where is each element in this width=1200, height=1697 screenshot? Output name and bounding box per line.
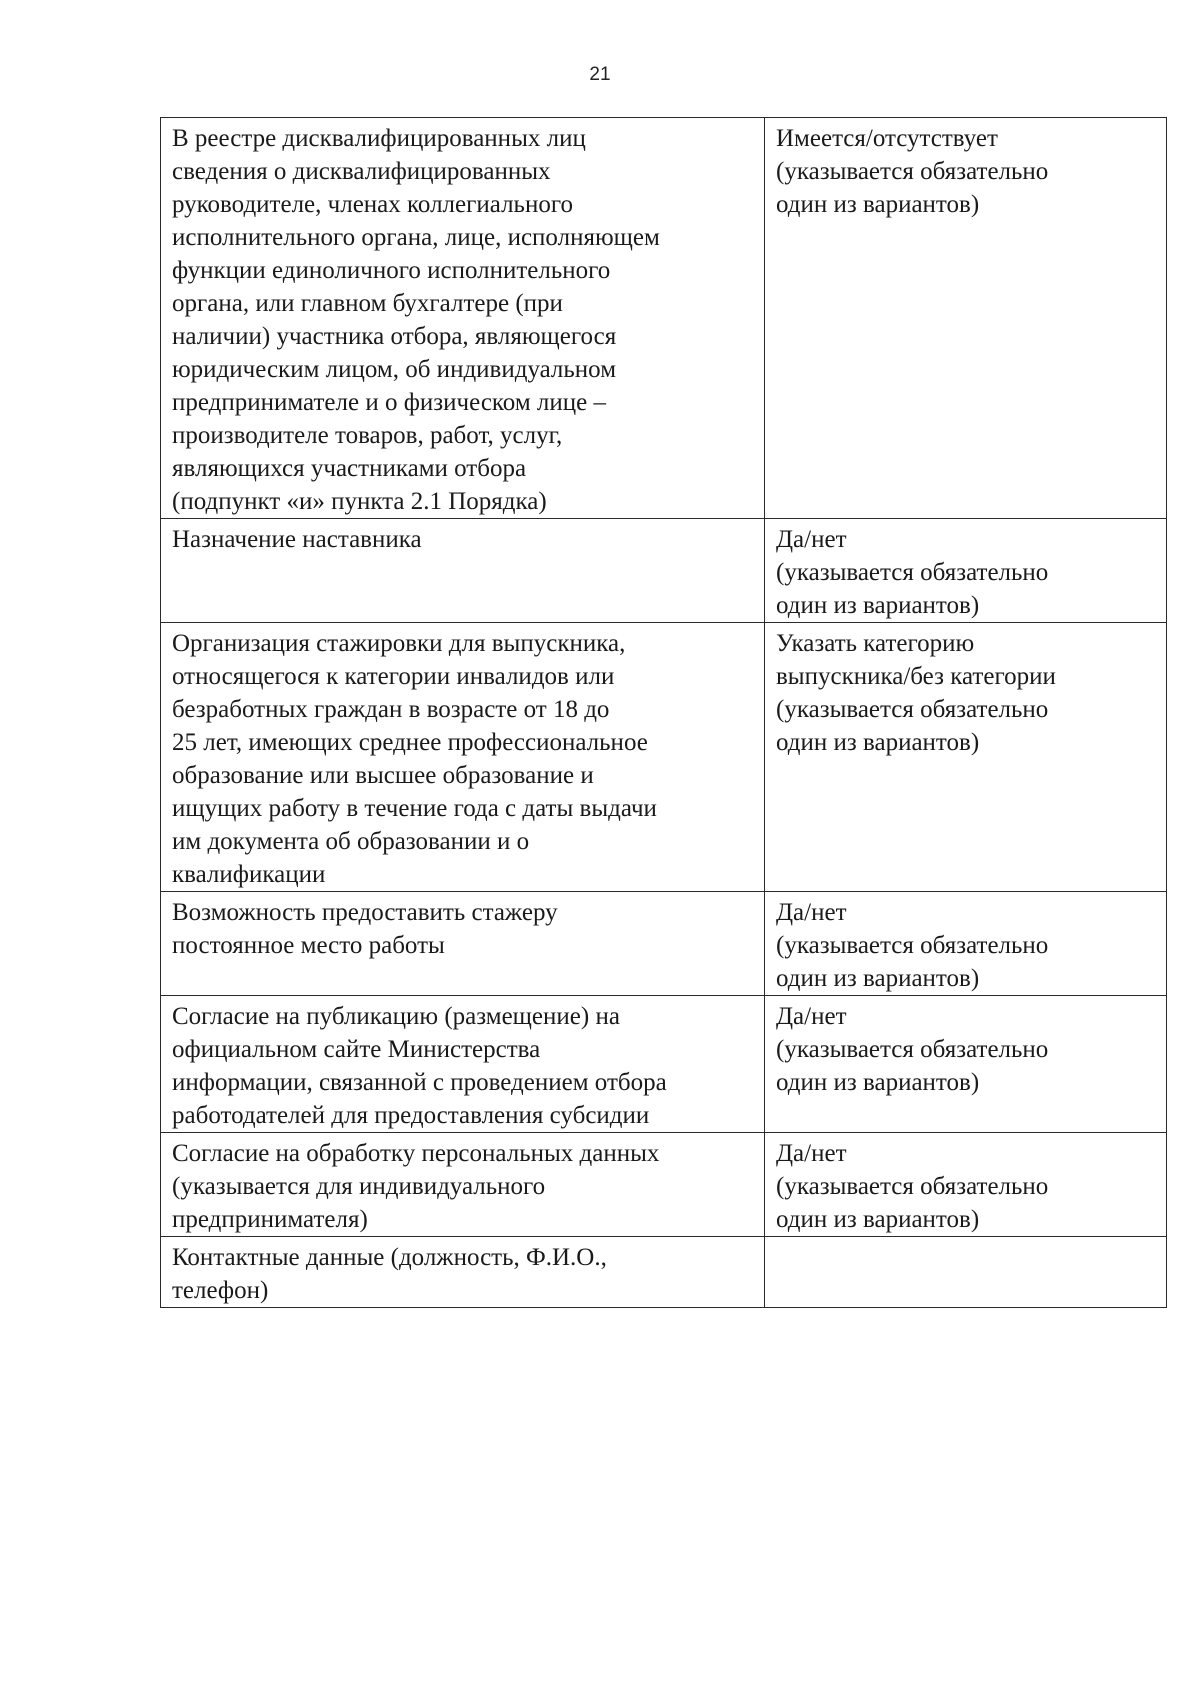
- table-cell-value: [765, 1237, 1167, 1308]
- table-cell-criterion: Согласие на публикацию (размещение) на официальном сайте Министерства информации, связанной с проведением отбора работодателей для предоставления субсидии: [161, 996, 765, 1133]
- table-cell-value: Да/нет (указывается обязательно один из вариантов): [765, 996, 1167, 1133]
- application-form-table: [160, 117, 1167, 1308]
- table-cell-value: Указать категорию выпускника/без категории (указывается обязательно один из вариантов): [765, 623, 1167, 892]
- table-row-disqualified-registry: [161, 118, 1167, 519]
- table-cell-value: Имеется/отсутствует (указывается обязательно один из вариантов): [765, 118, 1167, 519]
- table-row-mentor: [161, 519, 1167, 623]
- table-row-publication-consent: [161, 996, 1167, 1133]
- table-cell-criterion: Возможность предоставить стажеру постоянное место работы: [161, 892, 765, 996]
- table-cell-criterion: Назначение наставника: [161, 519, 765, 623]
- table-cell-criterion: Организация стажировки для выпускника, относящегося к категории инвалидов или безработных граждан в возрасте от 18 до 25 лет, имеющих среднее профессиональное образование или высшее образование и ищущих работу в течение года с даты выдачи им документа об образовании и о квалификации: [161, 623, 765, 892]
- table-cell-value: Да/нет (указывается обязательно один из вариантов): [765, 892, 1167, 996]
- table-cell-criterion: Контактные данные (должность, Ф.И.О., телефон): [161, 1237, 765, 1308]
- table-cell-criterion: Согласие на обработку персональных данных (указывается для индивидуального предпринимателя): [161, 1133, 765, 1237]
- table-cell-criterion: В реестре дисквалифицированных лиц сведения о дисквалифицированных руководителе, членах коллегиального исполнительного органа, лице, исполняющем функции единоличного исполнительного органа, или главном бухгалтере (при наличии) участника отбора, являющегося юридическим лицом, об индивидуальном предпринимателе и о физическом лице – производителе товаров, работ, услуг, являющихся участниками отбора (подпункт «и» пункта 2.1 Порядка): [161, 118, 765, 519]
- table-row-personal-data-consent: [161, 1133, 1167, 1237]
- page-number: 21: [589, 64, 611, 85]
- table-cell-value: Да/нет (указывается обязательно один из вариантов): [765, 1133, 1167, 1237]
- table-row-contact-data: [161, 1237, 1167, 1308]
- table-row-permanent-job: [161, 892, 1167, 996]
- table-row-internship: [161, 623, 1167, 892]
- table-cell-value: Да/нет (указывается обязательно один из вариантов): [765, 519, 1167, 623]
